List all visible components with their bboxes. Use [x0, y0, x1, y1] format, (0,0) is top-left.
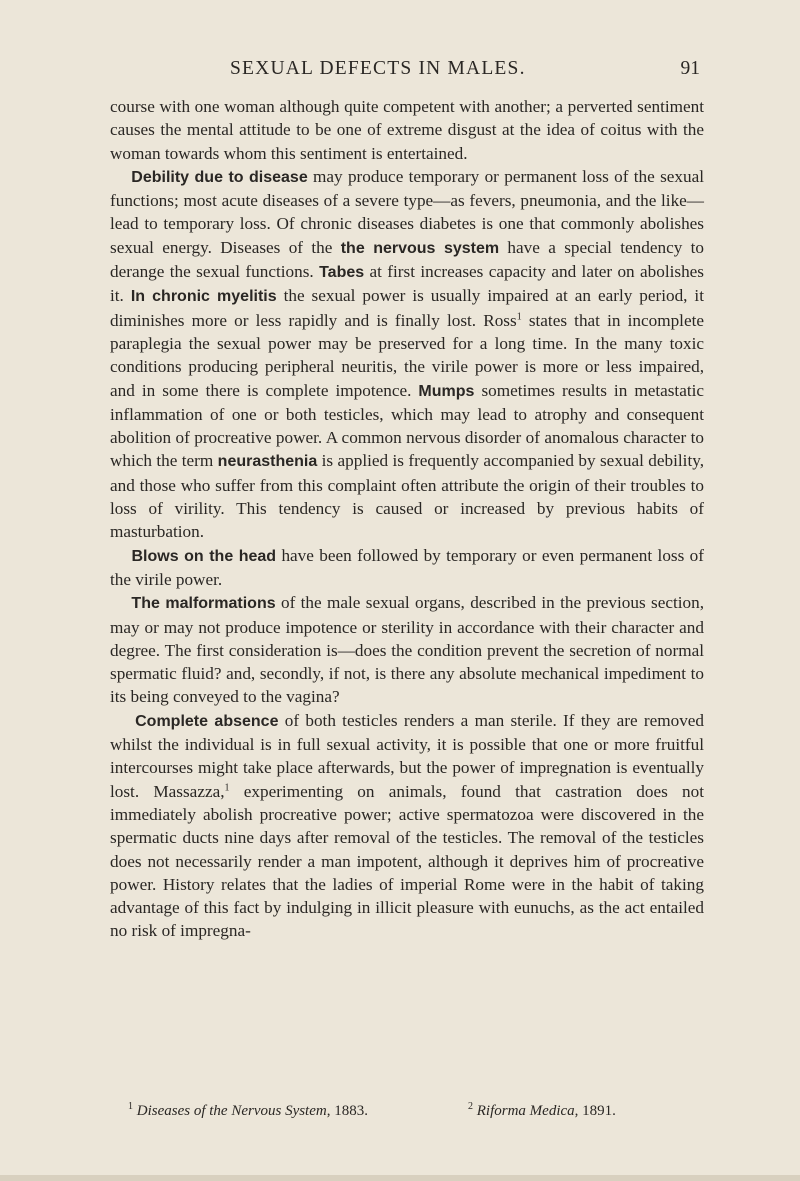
paragraph-text: have been followed by temporary or even permanent loss of the virile power.	[110, 545, 704, 589]
paragraph-text: have a special tendency to derange the sexual functions.	[110, 237, 705, 282]
paragraph-text: the sexual power is usually impaired at an early period, it diminishes more or less rapidly and is finally lost. Ross	[110, 286, 704, 330]
paragraph	[110, 709, 704, 943]
paragraph-text: experimenting on animals, found that castration does not immediately abolish procreative power; active spermatozoa were discovered in the spermatic ducts nine days after removal of the testicles. The removal of the testicles does not necessarily render a man impotent, although it deprives him of procreative power. History relates that the ladies of imperial Rome were in the habit of taking advantage of this fact by indulging in illicit pleasure with eunuchs, as the act entailed no risk of impregna-	[110, 781, 704, 941]
page-number: 91	[680, 58, 700, 79]
body-text	[110, 95, 704, 943]
footnote-title: Riforma Medica	[476, 1103, 575, 1119]
footnote-marker: 2	[468, 1101, 473, 1112]
footnote-marker: 1	[128, 1101, 133, 1112]
paragraph-text: is applied is frequently accompanied by sexual debility, and those who suffer from this complaint often attribute the origin of their troubles to loss of virility. This tendency is caused or increased by previous habits of masturbation.	[110, 451, 704, 542]
footnote-1	[128, 1103, 468, 1120]
paragraph-text: at first increases capacity and later on abolishes it.	[110, 262, 704, 306]
footnote-year: , 1883.	[326, 1103, 368, 1119]
paragraph-lead: neurasthenia	[217, 453, 318, 471]
page-header	[110, 58, 700, 84]
paragraph	[110, 165, 704, 544]
footnotes	[128, 1103, 708, 1120]
footnote-2	[468, 1103, 616, 1120]
paragraph	[110, 544, 704, 592]
footnote-year: , 1891.	[574, 1103, 616, 1119]
paragraph-lead: The malformations	[131, 595, 276, 613]
paragraph-text: may produce temporary or permanent loss of the sexual functions; most acute diseases of a severe type—as fevers, pneumonia, and the like—lead to temporary loss. Of chronic diseases diabetes is one that commonly abolishes sexual energy. Diseases of the	[110, 166, 704, 257]
paragraph-lead: the nervous system	[340, 239, 500, 257]
paragraph-text: of both testicles renders a man sterile. If they are removed whilst the individual is in full sexual activity, it is possible that one or more fruitful intercourses might take place afterwards, but the power of impregnation is eventually lost. Massazza,	[110, 710, 705, 801]
paragraph-text: states that in incomplete paraplegia the sexual power may be preserved for a long time. In the many toxic conditions producing peripheral neuritis, the virile power is more or less impaired, and in some there is complete impotence.	[110, 310, 704, 400]
paragraph	[110, 591, 704, 708]
paragraph-lead: Tabes	[319, 264, 365, 282]
paragraph-lead: In chronic myelitis	[130, 288, 277, 306]
footnote-title: Diseases of the Nervous System	[136, 1103, 327, 1119]
page-edge	[0, 1175, 800, 1181]
footnote-ref: 1	[224, 781, 230, 793]
paragraph	[110, 95, 704, 165]
paragraph-lead: Blows on the head	[131, 547, 277, 565]
running-head: SEXUAL DEFECTS IN MALES.	[230, 58, 526, 79]
paragraph-text: of the male sexual organs, described in the previous section, may or may not produce impotence or sterility in accordance with their character and degree. The first consideration is—does the condition prevent the secretion of normal spermatic fluid? and, secondly, if not, is there any absolute mechanical impediment to its being conveyed to the vagina?	[110, 593, 705, 707]
footnote-ref: 1	[516, 310, 522, 322]
paragraph-lead: Complete absence	[135, 712, 279, 730]
paragraph-lead: Mumps	[418, 382, 475, 400]
paragraph-lead: Debility due to disease	[131, 168, 308, 186]
paragraph-text: course with one woman although quite competent with another; a perverted sentiment causes the mental attitude to be one of extreme disgust at the idea of coitus with the woman towards whom this sentiment is entertained.	[110, 97, 704, 163]
paragraph-text: sometimes results in metastatic inflammation of one or both testicles, which may lead to atrophy and consequent abolition of procreative power. A common nervous disorder of anomalous character to which the term	[110, 380, 705, 471]
